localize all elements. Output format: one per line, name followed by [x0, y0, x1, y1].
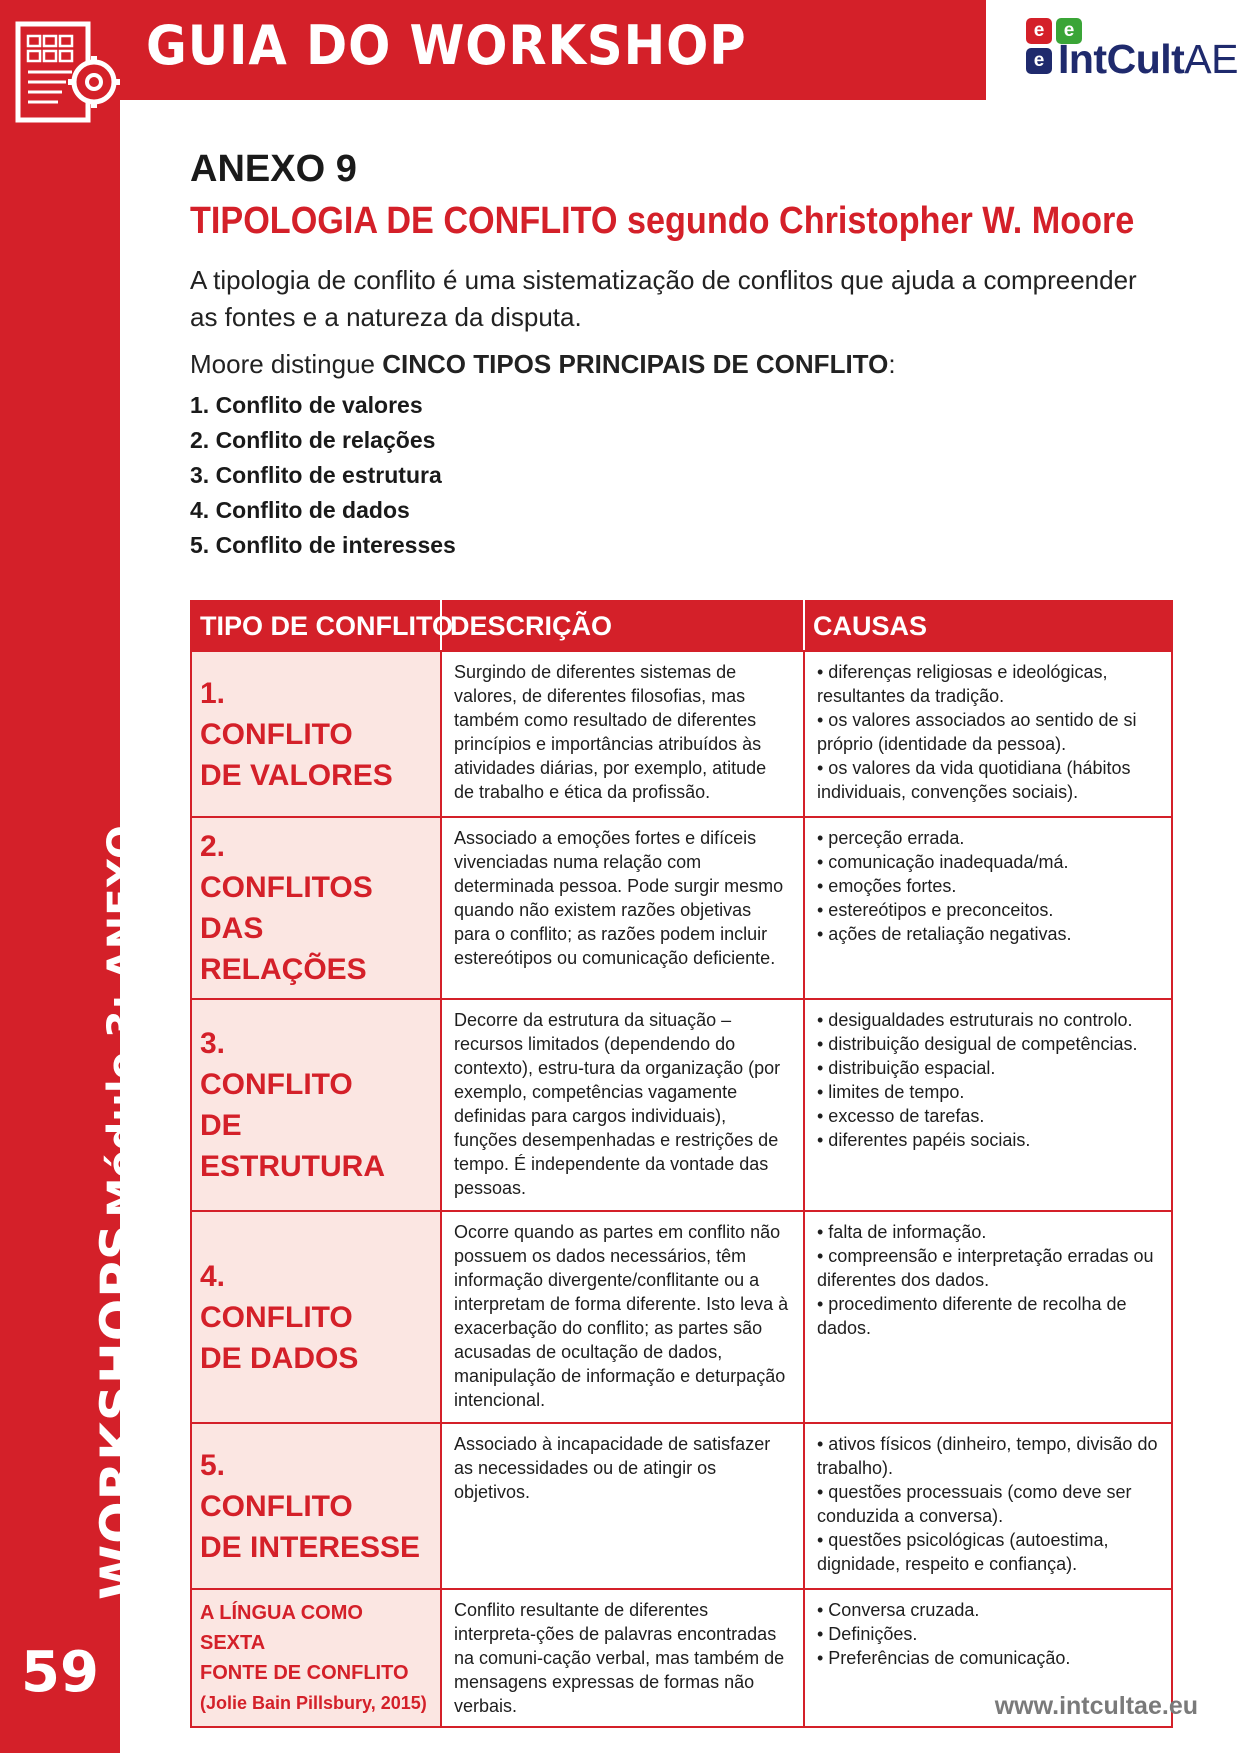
description-cell: Decorre da estrutura da situação – recursos limitados (dependendo do contexto), estru-tura da organização (por exemplo, competências vagamente definidas para cargos individuais), funções desempenhadas e restrições de tempo. É independente da vontade das pessoas. [441, 999, 804, 1211]
table-header-row [191, 601, 1172, 651]
list-item: 3. Conflito de estrutura [190, 462, 442, 488]
conflict-typology-table [190, 600, 1173, 1728]
table-row [191, 817, 1172, 999]
list-item: 4. Conflito de dados [190, 497, 410, 523]
causes-cell: • Conversa cruzada. • Definições. • Preferências de comunicação. [804, 1589, 1172, 1727]
logo-square-icon: e [1056, 18, 1082, 44]
causes-cell: • ativos físicos (dinheiro, tempo, divisão do trabalho). • questões processuais (como deve ser conduzida a conversa). • questões psicológicas (autoestima, dignidade, respeito e confiança). [804, 1423, 1172, 1589]
column-header-causes: CAUSAS [804, 601, 1172, 651]
table-row [191, 999, 1172, 1211]
annex-title: TIPOLOGIA DE CONFLITO segundo Christopher W. Moore [190, 200, 1135, 242]
moore-sentence: Moore distingue CINCO TIPOS PRINCIPAIS DE CONFLITO: [190, 349, 896, 379]
workshop-guide-icon [14, 20, 120, 130]
conflict-type-cell: 2. CONFLITOS DAS RELAÇÕES [191, 817, 441, 999]
table-row [191, 1423, 1172, 1589]
intro-paragraph: A tipologia de conflito é uma sistematização de conflitos que ajuda a compreender as fontes e a natureza da disputa. [190, 265, 1137, 332]
header-title: GUIA DO WORKSHOP [146, 14, 747, 77]
description-cell: Ocorre quando as partes em conflito não possuem os dados necessários, têm informação divergente/conflitante ou a interpretam de forma diferente. Isto leva à exacerbação do conflito; as partes são acusadas de ocultação de dados, manipulação de informação e deturpação intencional. [441, 1211, 804, 1423]
description-cell: Conflito resultante de diferentes interpreta-ções de palavras encontradas na comuni-cação verbal, mas também de mensagens expressas de formas não verbais. [441, 1589, 804, 1727]
logo-text: IntCultAE [1058, 36, 1238, 82]
logo-square-icon: e [1026, 18, 1052, 44]
list-item: 5. Conflito de interesses [190, 532, 456, 558]
description-cell: Associado a emoções fortes e difíceis vivenciadas numa relação com determinada pessoa. Pode surgir mesmo quando não existem razões objetivas para o conflito; as razões podem incluir estereótipos ou comunicação deficiente. [441, 817, 804, 999]
description-cell: Associado à incapacidade de satisfazer as necessidades ou de atingir os objetivos. [441, 1423, 804, 1589]
conflict-type-cell: A LÍNGUA COMO SEXTA FONTE DE CONFLITO (Jolie Bain Pillsbury, 2015) [191, 1589, 441, 1727]
logo-square-icon: e [1026, 48, 1052, 74]
table-row [191, 1211, 1172, 1423]
causes-cell: • diferenças religiosas e ideológicas, resultantes da tradição. • os valores associados ao sentido de si próprio (identidade da pessoa). • os valores da vida quotidiana (hábitos individuais, convenções sociais). [804, 651, 1172, 817]
conflict-type-cell: 5. CONFLITO DE INTERESSE [191, 1423, 441, 1589]
list-item: 1. Conflito de valores [190, 392, 423, 418]
footer-url: www.intcultae.eu [994, 1692, 1198, 1720]
table-row [191, 651, 1172, 817]
side-label [90, 825, 148, 1600]
page-number: 59 [21, 1640, 99, 1705]
causes-cell: • desigualdades estruturais no controlo. • distribuição desigual de competências. • distribuição espacial. • limites de tempo. • excesso de tarefas. • diferentes papéis sociais. [804, 999, 1172, 1211]
column-header-description: DESCRIÇÃO [441, 601, 804, 651]
intcultae-logo [1026, 18, 1238, 88]
conflict-type-cell: 3. CONFLITO DE ESTRUTURA [191, 999, 441, 1211]
column-header-type: TIPO DE CONFLITO [191, 601, 441, 651]
list-item: 2. Conflito de relações [190, 427, 436, 453]
conflict-type-cell: 4. CONFLITO DE DADOS [191, 1211, 441, 1423]
causes-cell: • perceção errada. • comunicação inadequada/má. • emoções fortes. • estereótipos e preconceitos. • ações de retaliação negativas. [804, 817, 1172, 999]
causes-cell: • falta de informação. • compreensão e interpretação erradas ou diferentes dos dados. • procedimento diferente de recolha de dados. [804, 1211, 1172, 1423]
description-cell: Surgindo de diferentes sistemas de valores, de diferentes filosofias, mas também como resultado de diferentes princípios e importâncias atribuídos às atividades diárias, por exemplo, atitude de trabalho e ética da profissão. [441, 651, 804, 817]
side-label-workshops: WORKSHOPS [90, 1223, 148, 1600]
conflict-type-cell: 1. CONFLITO DE VALORES [191, 651, 441, 817]
conflict-types-list [190, 388, 456, 563]
side-label-module: Módulo 3: ANEXO [100, 825, 146, 1218]
annex-number: ANEXO 9 [190, 148, 357, 190]
